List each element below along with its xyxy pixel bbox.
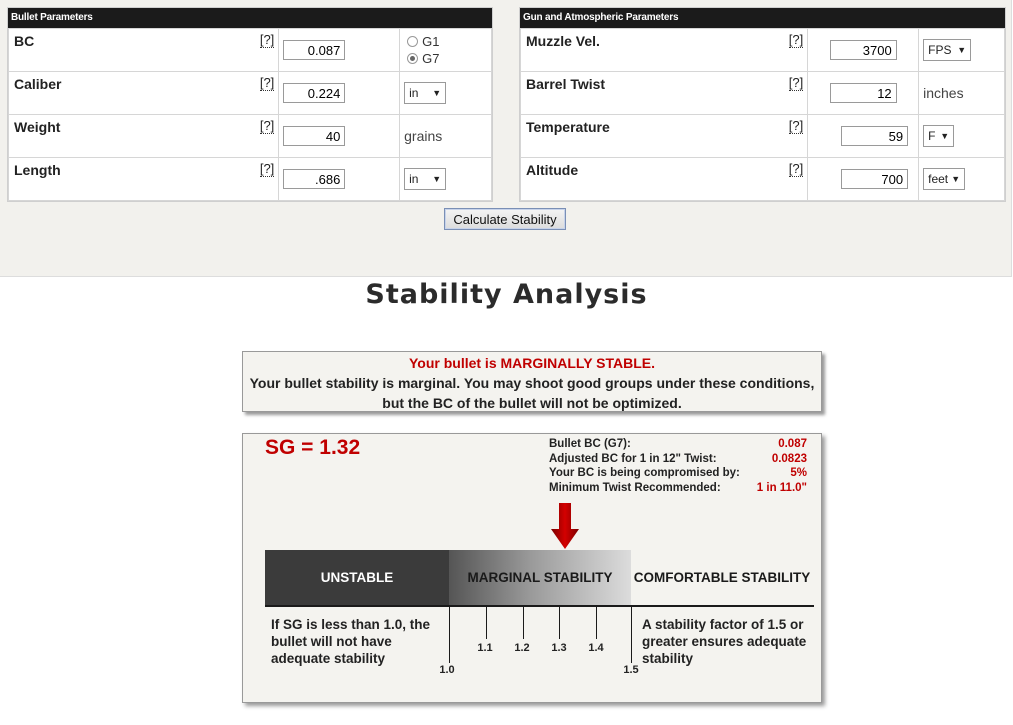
- weight-help-link[interactable]: [?]: [259, 118, 275, 133]
- velocity-unit-select[interactable]: [923, 39, 971, 61]
- bc-label: BC: [14, 33, 35, 49]
- length-help-link[interactable]: [?]: [259, 161, 275, 176]
- stat-value: 0.0823: [771, 452, 807, 465]
- length-unit-select[interactable]: [404, 168, 446, 190]
- dropdown-arrow-icon: ▼: [957, 45, 967, 55]
- altitude-input[interactable]: [841, 169, 908, 189]
- stability-message-line-1: Your bullet stability is marginal. You may shoot good groups under these conditions,: [249, 375, 815, 391]
- temperature-label: Temperature: [526, 119, 610, 135]
- temperature-row: [521, 115, 1005, 158]
- g1-radio[interactable]: [407, 36, 418, 47]
- dropdown-arrow-icon: ▼: [951, 174, 961, 184]
- stability-message-box: [242, 351, 822, 412]
- weight-input[interactable]: [283, 126, 345, 146]
- note-line: greater ensures adequate: [642, 634, 807, 649]
- note-line: bullet will not have: [271, 634, 392, 649]
- muzzle-velocity-help-link[interactable]: [?]: [788, 32, 804, 47]
- stability-message-line-2: but the BC of the bullet will not be optimized.: [382, 395, 682, 411]
- muzzle-velocity-label: Muzzle Vel.: [526, 33, 600, 49]
- temperature-input[interactable]: [841, 126, 908, 146]
- tick-label: 1.0: [439, 664, 455, 676]
- dropdown-arrow-icon: ▼: [432, 174, 442, 184]
- caliber-unit-select[interactable]: [404, 82, 446, 104]
- note-line: adequate stability: [271, 651, 386, 666]
- g7-label: G7: [422, 51, 440, 66]
- length-label: Length: [14, 162, 61, 178]
- scale-boundary-line: [631, 605, 632, 663]
- barrel-twist-help-link[interactable]: [?]: [788, 75, 804, 90]
- stat-label: Your BC is being compromised by:: [549, 467, 740, 479]
- page-title: Stability Analysis: [365, 279, 648, 310]
- altitude-row: [521, 158, 1005, 201]
- bc-input[interactable]: [283, 40, 345, 60]
- stat-row: [549, 437, 807, 452]
- stability-headline: Your bullet is MARGINALLY STABLE.: [408, 355, 656, 371]
- scale-tick: [559, 605, 560, 639]
- caliber-help-link[interactable]: [?]: [259, 75, 275, 90]
- comfortable-stability-band: COMFORTABLE STABILITY: [633, 570, 811, 585]
- g1-radio-option[interactable]: [400, 33, 491, 50]
- note-line: stability: [642, 651, 694, 666]
- gun-atmospheric-header: Gun and Atmospheric Parameters: [520, 8, 1005, 28]
- barrel-twist-input[interactable]: [830, 83, 897, 103]
- tick-label: 1.2: [514, 642, 530, 654]
- stat-value: 0.087: [778, 438, 807, 450]
- bc-row: [9, 29, 492, 72]
- caliber-input[interactable]: [283, 83, 345, 103]
- bc-stats: [549, 437, 807, 495]
- scale-tick: [486, 605, 487, 639]
- twist-unit: inches: [919, 72, 1005, 115]
- caliber-label: Caliber: [14, 76, 62, 92]
- dropdown-arrow-icon: ▼: [432, 88, 442, 98]
- bullet-parameters-header: Bullet Parameters: [8, 8, 492, 28]
- g7-radio[interactable]: [407, 53, 418, 64]
- weight-label: Weight: [14, 119, 61, 135]
- note-line: If SG is less than 1.0, the: [271, 617, 431, 632]
- note-line: A stability factor of 1.5 or: [642, 617, 804, 632]
- altitude-unit-select[interactable]: [923, 168, 965, 190]
- scale-tick: [523, 605, 524, 639]
- altitude-help-link[interactable]: [?]: [788, 161, 804, 176]
- caliber-unit-value: in: [409, 86, 419, 100]
- tick-label: 1.3: [551, 642, 567, 654]
- weight-unit: grains: [400, 115, 492, 158]
- stat-value: 1 in 11.0": [756, 481, 807, 494]
- altitude-label: Altitude: [526, 162, 579, 178]
- temperature-unit-select[interactable]: [923, 125, 954, 147]
- tick-label: 1.1: [477, 642, 493, 654]
- stat-value: 5%: [790, 467, 807, 479]
- stability-result-panel: [242, 433, 822, 703]
- stable-note: [642, 616, 806, 667]
- stat-label: Adjusted BC for 1 in 12" Twist:: [549, 452, 717, 465]
- g1-label: G1: [422, 34, 440, 49]
- temperature-help-link[interactable]: [?]: [788, 118, 804, 133]
- muzzle-velocity-input[interactable]: [830, 40, 897, 60]
- stat-row: [549, 481, 807, 496]
- calculate-stability-button[interactable]: Calculate Stability: [444, 208, 566, 230]
- tick-label: 1.5: [623, 664, 639, 676]
- stat-label: Minimum Twist Recommended:: [549, 481, 721, 494]
- unstable-note: [271, 616, 430, 667]
- weight-row: [9, 115, 492, 158]
- dropdown-arrow-icon: ▼: [940, 131, 950, 141]
- sg-value: SG = 1.32: [265, 436, 361, 459]
- stat-row: [549, 452, 807, 467]
- altitude-unit-value: feet: [928, 172, 949, 186]
- g7-radio-option[interactable]: [400, 50, 491, 67]
- stat-label: Bullet BC (G7):: [549, 438, 631, 450]
- muzzle-velocity-row: [521, 29, 1005, 72]
- tick-label: 1.4: [588, 642, 604, 654]
- sg-pointer-arrow-icon: [551, 503, 579, 549]
- bullet-parameters-panel: [7, 7, 493, 202]
- length-unit-value: in: [409, 172, 419, 186]
- stability-scale-axis: [265, 605, 814, 607]
- caliber-row: [9, 72, 492, 115]
- temperature-unit-value: F: [928, 129, 936, 143]
- scale-boundary-line: [449, 605, 450, 663]
- gun-atmospheric-panel: [519, 7, 1006, 202]
- stability-form: [0, 0, 1012, 277]
- barrel-twist-row: [521, 72, 1005, 115]
- velocity-unit-value: FPS: [928, 43, 952, 57]
- stat-row: [549, 466, 807, 481]
- bc-help-link[interactable]: [?]: [259, 32, 275, 47]
- length-input[interactable]: [283, 169, 345, 189]
- scale-tick: [596, 605, 597, 639]
- unstable-band: UNSTABLE: [265, 550, 449, 605]
- marginal-stability-band: MARGINAL STABILITY: [449, 550, 631, 605]
- length-row: [9, 158, 492, 201]
- barrel-twist-label: Barrel Twist: [526, 76, 606, 92]
